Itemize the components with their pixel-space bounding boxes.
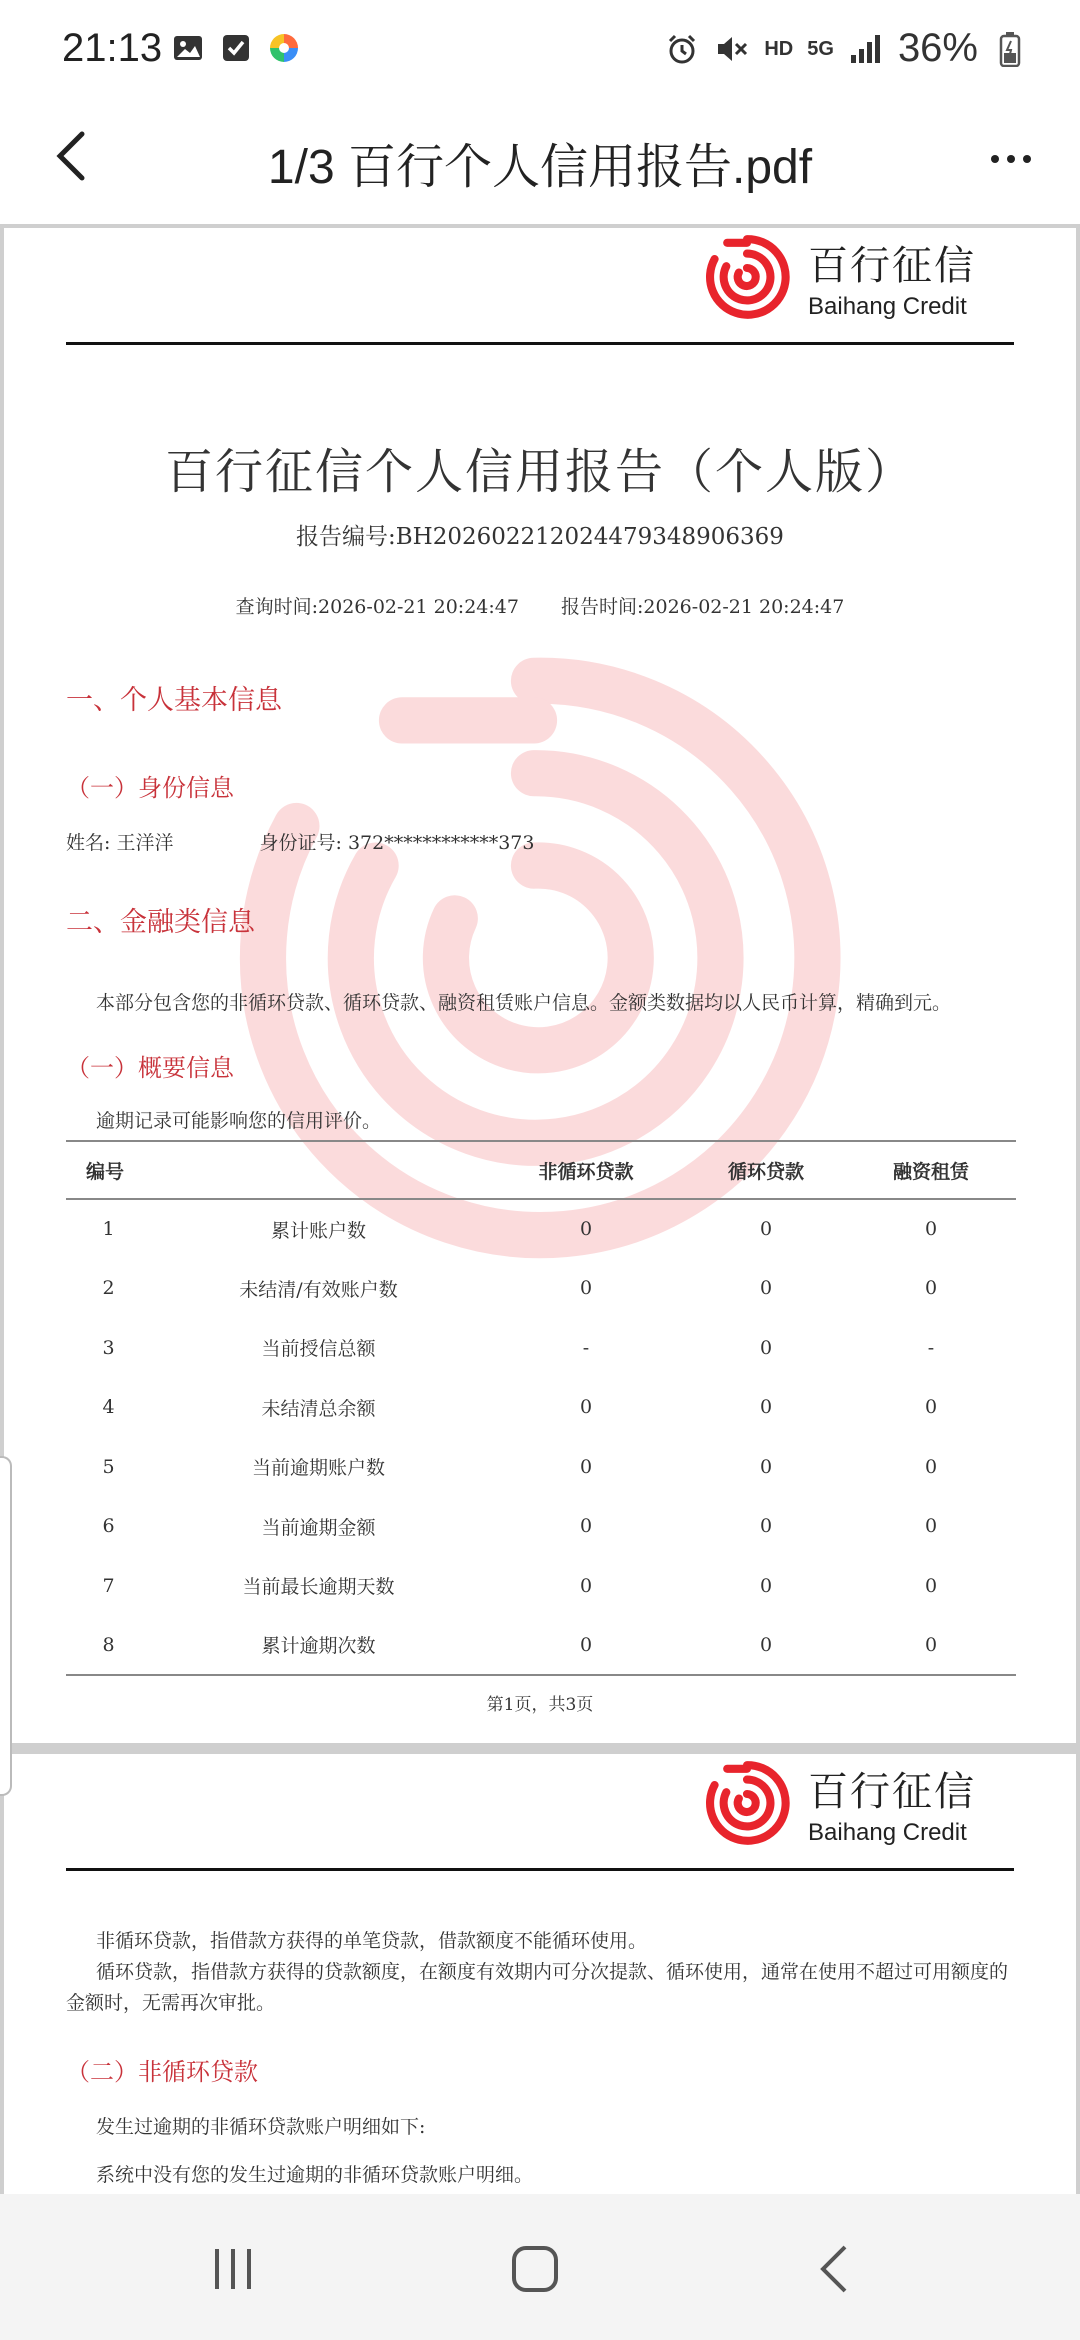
cell: 0 [759,1574,773,1597]
cell: 0 [846,1616,1016,1676]
checkbox-icon [218,30,254,66]
home-button[interactable] [490,2234,580,2304]
cell: 0 [759,1396,773,1419]
navigation-bar [0,2194,1080,2340]
col-header-leasing: 融资租赁 [846,1141,1016,1199]
cell: 0 [579,1396,593,1419]
nonrevolving-definition: 非循环贷款，指借款方获得的单笔贷款，借款额度不能循环使用。 [96,1930,648,1952]
cell: 未结清总余额 [261,1397,376,1420]
cell: 0 [579,1455,593,1478]
identity-row [66,828,614,855]
cell: 0 [579,1277,593,1300]
cell: 0 [759,1336,773,1359]
table-row [66,1616,1016,1676]
cell: 当前逾期账户数 [251,1457,385,1480]
pdf-viewer[interactable] [0,224,1080,2194]
summary-table [66,1140,1016,1676]
no-overdue-record: 系统中没有您的发生过逾期的非循环贷款账户明细。 [96,2164,534,2186]
overdue-detail-intro: 发生过逾期的非循环贷款账户明细如下: [96,2116,426,2138]
table-row [66,1437,1016,1497]
cell: - [582,1336,590,1359]
table-row [66,1199,1016,1259]
alarm-icon [664,31,700,67]
logo-text-cn: 百行征信 [808,1769,976,1814]
cell: 7 [102,1574,115,1597]
financial-intro: 本部分包含您的非循环贷款、循环贷款、融资租赁账户信息。金额类数据均以人民币计算，精确到元。 [96,992,952,1014]
back-nav-button[interactable] [792,2234,882,2304]
cell: 0 [579,1218,593,1241]
table-row [66,1497,1016,1557]
cell: 0 [924,1218,938,1241]
overdue-note: 逾期记录可能影响您的信用评价。 [96,1110,382,1132]
cell: 0 [579,1515,593,1538]
query-time: 查询时间:2026-02-21 20:24:47 [235,596,519,618]
cell: 3 [102,1336,115,1359]
recents-button[interactable] [188,2234,278,2304]
col-header-revolving: 循环贷款 [686,1141,846,1199]
cell: 6 [102,1515,115,1538]
cell: 累计逾期次数 [151,1616,486,1676]
page-number-footer: 第1页，共3页 [486,1695,594,1715]
baihang-swirl-icon [702,232,792,322]
cell: 0 [486,1616,686,1676]
table-row [66,1378,1016,1438]
report-times [4,592,1076,619]
cell: 当前授信总额 [261,1338,376,1361]
cell: 当前逾期金额 [261,1516,376,1539]
battery-percent: 36% [897,26,978,70]
home-icon [505,2239,565,2299]
col-header-nonrevolving: 非循环贷款 [486,1141,686,1199]
baihang-swirl-icon [702,1758,792,1848]
cell: 2 [102,1277,115,1300]
cell: 0 [579,1574,593,1597]
cell: 累计账户数 [270,1219,366,1242]
cell: 0 [924,1574,938,1597]
name-field: 姓名: 王洋洋 [66,832,174,854]
cell: 0 [686,1616,846,1676]
cell: 4 [102,1396,115,1419]
table-row [66,1259,1016,1319]
header-rule [66,342,1014,345]
cell: 0 [759,1515,773,1538]
summary-info-heading: （一）概要信息 [66,1054,234,1082]
cell: 8 [66,1616,151,1676]
nonrevolving-heading: （二）非循环贷款 [66,2058,258,2086]
baihang-logo [702,232,976,322]
logo-text-en: Baihang Credit [808,292,967,320]
status-time: 21:13 [62,26,163,70]
app-bar [0,100,1080,224]
revolving-definition: 循环贷款，指借款方获得的贷款额度，在额度有效期内可分次提款、循环使用，通常在使用不超过可用额度的金额时，无需再次审批。 [66,1961,1009,2014]
cell: 1 [102,1218,115,1241]
col-header-no: 编号 [66,1141,151,1199]
app-swirl-icon [266,30,302,66]
gallery-icon [170,30,206,66]
logo-text-cn: 百行征信 [808,243,976,288]
cell: 0 [924,1277,938,1300]
cell: 0 [924,1455,938,1478]
table-row [66,1318,1016,1378]
cell: 5 [102,1455,115,1478]
cell: 当前最长逾期天数 [242,1576,395,1599]
section-financial-heading: 二、金融类信息 [66,907,255,938]
cell: 0 [759,1277,773,1300]
report-time: 报告时间:2026-02-21 20:24:47 [561,596,845,618]
cell: 0 [924,1396,938,1419]
cell: - [927,1336,935,1359]
col-header-item [151,1141,486,1199]
header-rule [66,1868,1014,1871]
cell: 0 [759,1455,773,1478]
document-title: 1/3 百行个人信用报告.pdf [267,141,813,194]
recents-icon [203,2239,263,2299]
5g-icon: 5G [807,37,834,60]
report-title: 百行征信个人信用报告（个人版） [164,444,915,500]
hd-icon: HD [764,37,794,60]
baihang-logo [702,1758,976,1848]
pdf-page-1[interactable] [4,228,1076,1743]
pdf-page-2[interactable] [4,1754,1076,2194]
cell: 未结清/有效账户数 [239,1278,398,1301]
cell: 0 [924,1515,938,1538]
battery-icon [992,31,1028,67]
back-nav-icon [807,2239,867,2299]
section-personal-info-heading: 一、个人基本信息 [66,685,282,716]
logo-text-en: Baihang Credit [808,1818,967,1846]
more-options-button[interactable] [976,124,1046,194]
cell: 0 [759,1218,773,1241]
id-number-field: 身份证号: 372************373 [259,832,535,854]
mute-icon [714,31,750,67]
table-row [66,1556,1016,1616]
report-number: 报告编号:BH2026022120244793489063​69 [296,524,784,550]
scroll-handle[interactable] [0,1456,12,1796]
signal-icon [848,31,884,67]
status-bar [0,0,1080,100]
more-dots-icon [991,155,999,163]
identity-info-heading: （一）身份信息 [66,774,234,802]
